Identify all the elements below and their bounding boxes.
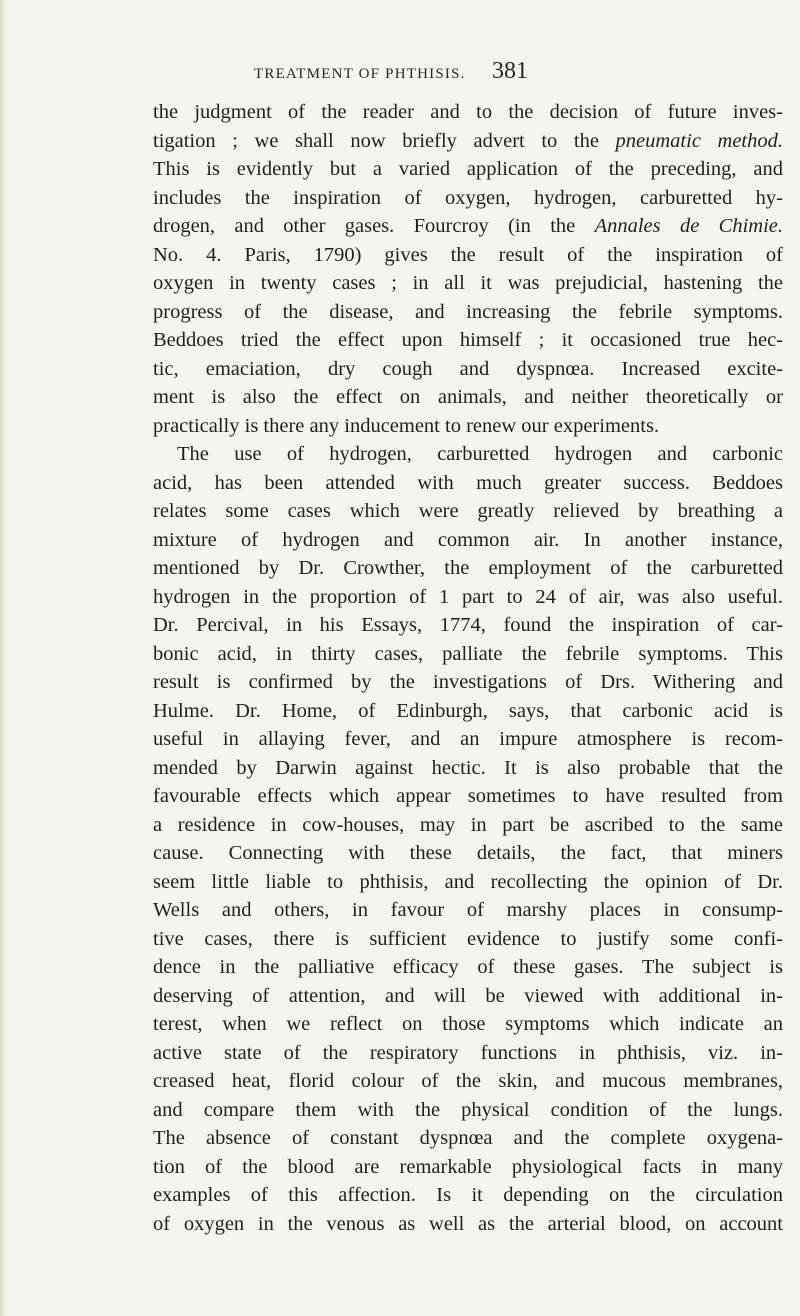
body-text [153,98,783,1238]
text-line: Beddoes tried the effect upon himself ; it occasioned true hec- [153,329,783,351]
running-head: TREATMENT OF PHTHISIS. [254,66,466,82]
text-line: drogen, and other gases. Fourcroy (in the Annales de Chimie. [153,215,783,237]
text-line: of oxygen in the venous as well as the arterial blood, on account [153,1212,783,1235]
text-line: dence in the palliative efficacy of these gases. The subject is [153,956,783,978]
text-line: tigation ; we shall now briefly advert to the pneumatic method. [153,129,783,152]
text-line: relates some cases which were greatly relieved by breathing a [153,500,783,522]
text-line: mixture of hydrogen and common air. In another instance, [153,528,783,551]
text-line: Dr. Percival, in his Essays, 1774, found the inspiration of car- [153,614,783,636]
text-line: mentioned by Dr. Crowther, the employment of the carburetted [153,557,783,579]
gutter-shadow [0,0,6,1316]
emphasis-text: Annales de Chimie. [594,215,783,237]
text-line: ment is also the effect on animals, and neither theoretically or [153,386,783,408]
text-line: and compare them with the physical condition of the lungs. [153,1098,783,1121]
page-header [0,58,800,88]
text-line: The use of hydrogen, carburetted hydrogen and carbonic [177,443,783,465]
text-line: tion of the blood are remarkable physiological facts in many [153,1155,783,1178]
text-line: terest, when we reflect on those symptoms which indicate an [153,1013,783,1035]
text-line: creased heat, florid colour of the skin, and mucous membranes, [153,1070,783,1092]
text-line: active state of the respiratory functions in phthisis, viz. in- [153,1041,783,1064]
text-line: tic, emaciation, dry cough and dyspnœa. Increased excite- [153,357,783,380]
text-line: bonic acid, in thirty cases, palliate the febrile symptoms. This [153,642,783,665]
text-line: mended by Darwin against hectic. It is also probable that the [153,756,783,779]
text-line: a residence in cow-houses, may in part be ascribed to the same [153,813,783,836]
text-line: seem little liable to phthisis, and recollecting the opinion of Dr. [153,870,783,893]
text-line: deserving of attention, and will be viewed with additional in- [153,984,783,1007]
text-line: acid, has been attended with much greater success. Beddoes [153,471,783,494]
text-line: practically is there any inducement to renew our experiments. [153,414,660,437]
text-line: The absence of constant dyspnœa and the complete oxygena- [153,1127,783,1149]
text-line: hydrogen in the proportion of 1 part to 24 of air, was also useful. [153,585,783,608]
text-line: This is evidently but a varied application of the preceding, and [153,158,783,180]
text-line: result is confirmed by the investigations of Drs. Withering and [153,671,783,693]
text-line: Hulme. Dr. Home, of Edinburgh, says, that carbonic acid is [153,699,783,722]
page-number: 381 [492,58,528,84]
text-line: No. 4. Paris, 1790) gives the result of the inspiration of [153,243,783,266]
emphasis-text: pneumatic method. [615,129,783,152]
text-line: useful in allaying fever, and an impure atmosphere is recom- [153,728,783,750]
text-line: Wells and others, in favour of marshy places in consump- [153,899,783,921]
text-line: tive cases, there is sufficient evidence to justify some confi- [153,927,783,950]
text-line: favourable effects which appear sometimes to have resulted from [153,785,783,807]
text-line: examples of this affection. Is it depending on the circulation [153,1184,783,1206]
text-line: cause. Connecting with these details, the fact, that miners [153,842,783,864]
text-line: progress of the disease, and increasing the febrile symptoms. [153,300,783,323]
text-line: the judgment of the reader and to the decision of future inves- [153,101,783,123]
text-line: oxygen in twenty cases ; in all it was prejudicial, hastening the [153,272,783,294]
text-line: includes the inspiration of oxygen, hydrogen, carburetted hy- [153,186,783,209]
